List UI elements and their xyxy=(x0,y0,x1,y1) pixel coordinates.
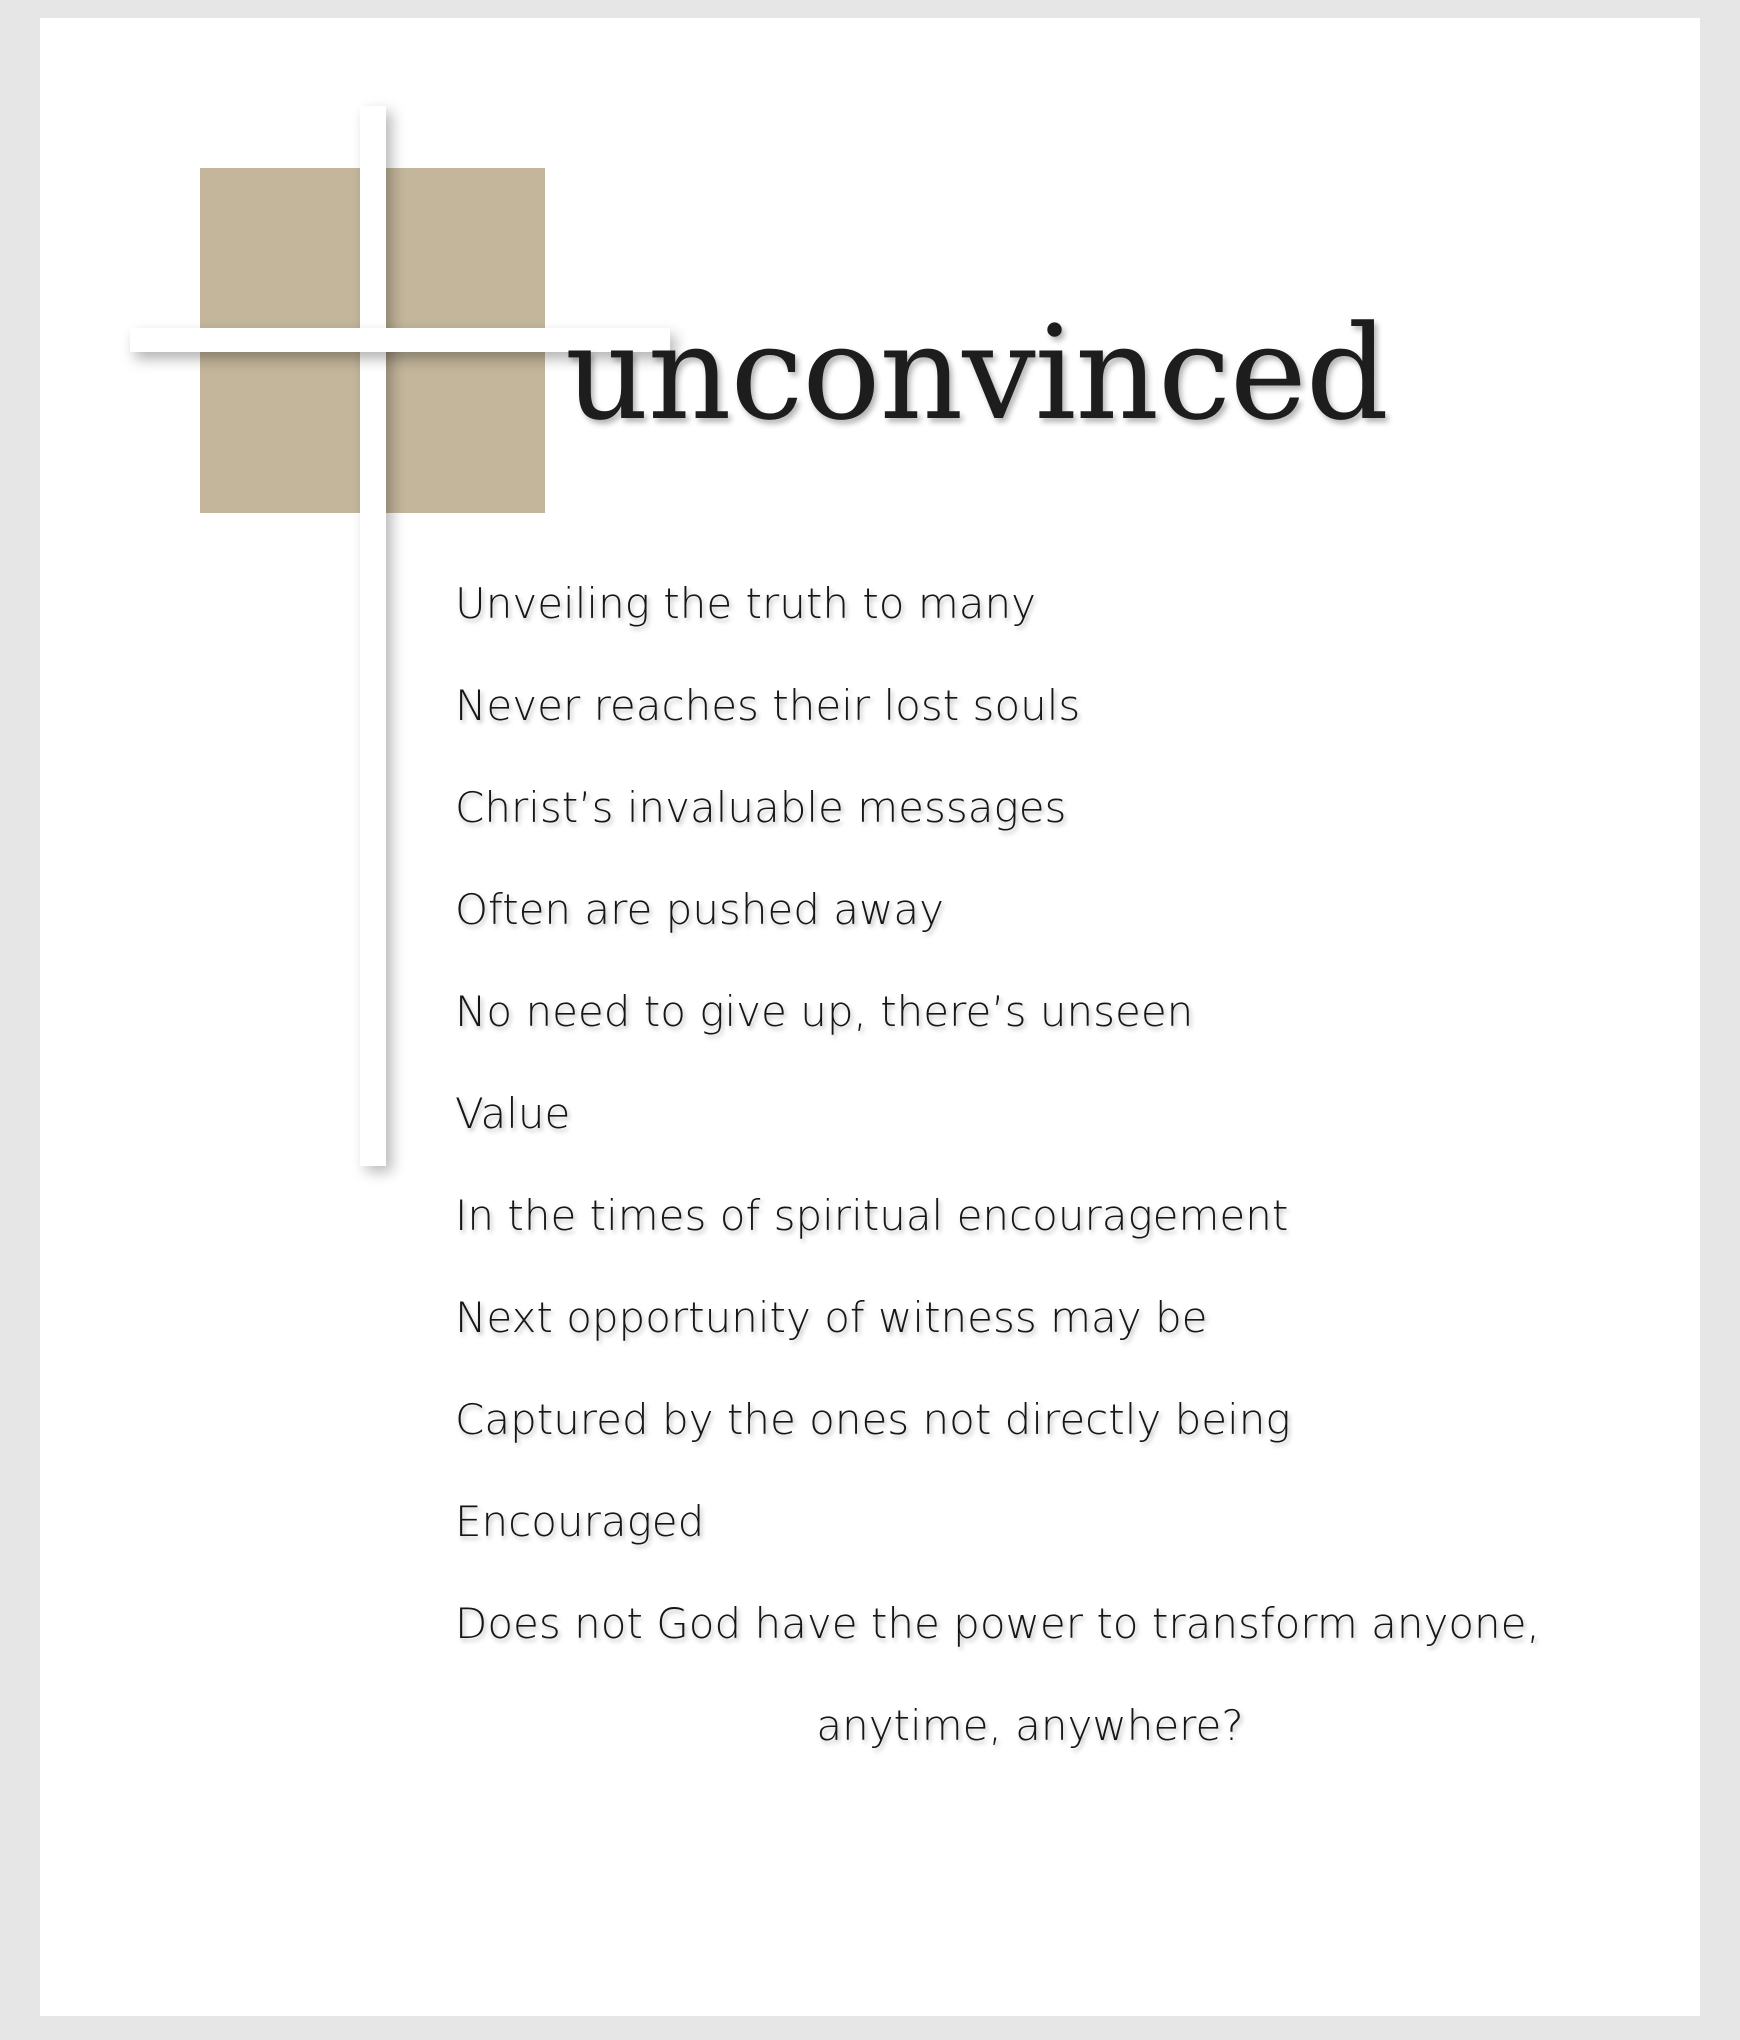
poem-line: Next opportunity of witness may be xyxy=(455,1293,1208,1342)
poem-line: Captured by the ones not directly being xyxy=(455,1395,1291,1444)
poem-line: Unveiling the truth to many xyxy=(455,579,1036,628)
poem-line: In the times of spiritual encouragement xyxy=(455,1191,1289,1240)
poem-line: Christ’s invaluable messages xyxy=(455,783,1067,832)
poem-line: Never reaches their lost souls xyxy=(455,681,1081,730)
poem-line: Encouraged xyxy=(455,1497,705,1546)
poem-line: Does not God have the power to transform anyone, xyxy=(455,1599,1540,1648)
poem-line: Often are pushed away xyxy=(455,885,944,934)
cross-vertical-bar xyxy=(360,106,386,1166)
poem-body xyxy=(455,579,1645,1750)
poem-line: No need to give up, there’s unseen xyxy=(455,987,1194,1036)
poem-line: anytime, anywhere? xyxy=(816,1701,1244,1750)
page-title: unconvinced xyxy=(565,297,1388,449)
poem-line: Value xyxy=(455,1089,571,1138)
poster-canvas xyxy=(40,18,1700,2016)
